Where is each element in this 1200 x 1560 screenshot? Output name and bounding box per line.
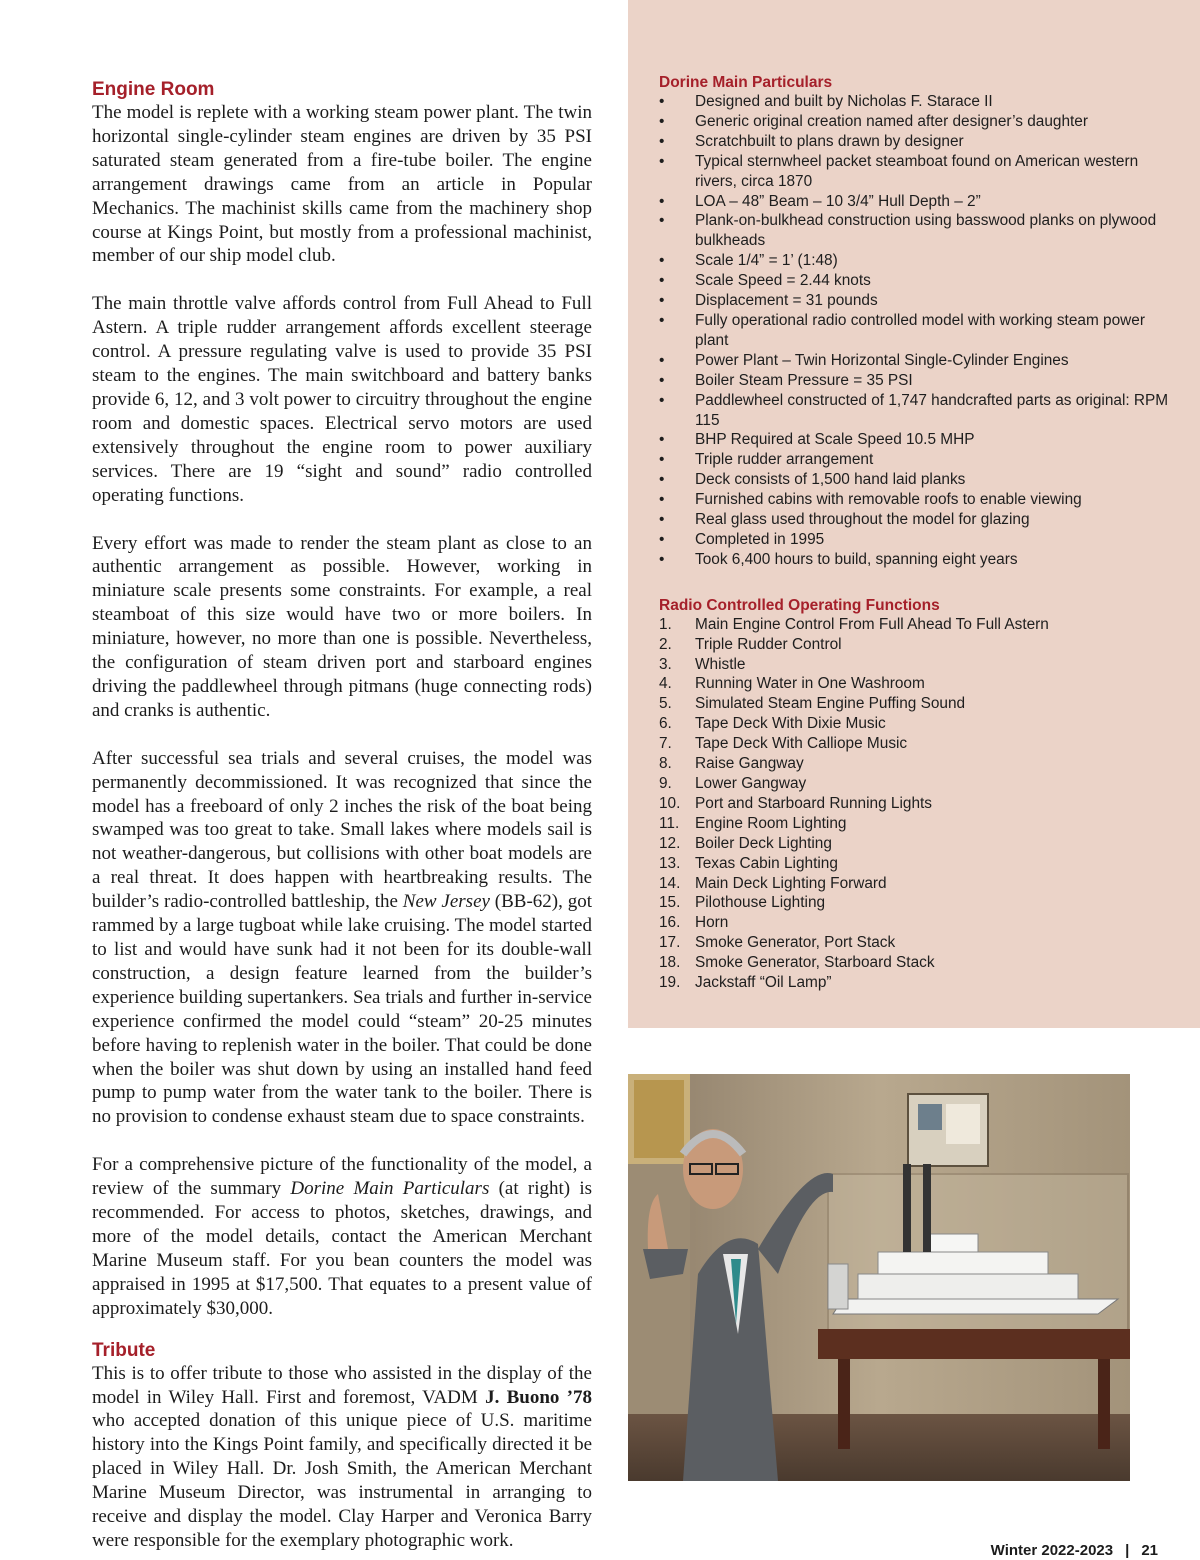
bullet-marker: • [659, 391, 665, 409]
function-item [659, 694, 1179, 714]
function-number: 3. [659, 655, 672, 673]
particulars-item [659, 371, 1179, 391]
bullet-marker: • [659, 112, 665, 130]
function-item-text: Smoke Generator, Port Stack [695, 934, 896, 952]
functions-heading: Radio Controlled Operating Functions [659, 596, 940, 614]
bullet-marker: • [659, 292, 665, 310]
particulars-item-text: Scale 1/4” = 1’ (1:48) [695, 252, 838, 270]
particulars-item [659, 430, 1179, 450]
bullet-marker: • [659, 212, 665, 230]
function-item [659, 674, 1179, 694]
function-item [659, 814, 1179, 834]
function-item [659, 933, 1179, 953]
functions-list [659, 615, 1179, 993]
function-number: 9. [659, 775, 672, 792]
bullet-marker: • [659, 451, 665, 469]
function-item-text: Boiler Deck Lighting [695, 834, 832, 852]
function-number: 14. [659, 874, 681, 892]
bullet-marker: • [659, 431, 665, 449]
name-bold: J. Buono ’78 [485, 1386, 592, 1408]
function-item-text: Tape Deck With Dixie Music [695, 715, 886, 733]
function-number: 11. [659, 814, 680, 832]
sidebar-reference-italic: Dorine Main Particulars [290, 1178, 490, 1200]
particulars-item [659, 311, 1179, 351]
particulars-sidebar [628, 0, 1200, 1028]
function-number: 5. [659, 695, 672, 713]
bullet-marker: • [659, 530, 665, 548]
bullet-marker: • [659, 272, 665, 290]
function-item-text: Pilothouse Lighting [695, 894, 826, 912]
bullet-marker: • [659, 550, 665, 568]
bullet-marker: • [659, 351, 665, 369]
tribute-heading: Tribute [92, 1339, 156, 1361]
function-item-text: Jackstaff “Oil Lamp” [695, 974, 832, 992]
function-item-text: Simulated Steam Engine Puffing Sound [695, 695, 966, 713]
article-column [92, 78, 592, 1553]
bullet-marker: • [659, 152, 665, 170]
particulars-item [659, 112, 1179, 132]
particulars-item [659, 192, 1179, 212]
function-item [659, 854, 1179, 874]
bullet-marker: • [659, 311, 665, 329]
text-run: After successful sea trials and several cruises, the model was permanently decommissioned. It was recognized that since the model has a freeboard of only 2 inches the risk of the boat being swamped was too great to take. Small lakes where models sail is not weather-dangerous, but collisions with other boat models are a real threat. It does happen with heartbreaking results. The builder’s radio-controlled battleship, the [92, 747, 592, 913]
particulars-item-text: Power Plant – Twin Horizontal Single-Cylinder Engines [695, 351, 1069, 369]
function-item [659, 734, 1179, 754]
particulars-item [659, 291, 1179, 311]
particulars-item-text: Boiler Steam Pressure = 35 PSI [695, 371, 913, 389]
particulars-item [659, 470, 1179, 490]
function-number: 12. [659, 834, 681, 852]
particulars-item-text: Paddlewheel constructed of 1,747 handcrafted parts as original: RPM 115 [695, 391, 1169, 429]
particulars-item-text: Completed in 1995 [695, 530, 825, 548]
paragraph [92, 1362, 592, 1553]
particulars-heading: Dorine Main Particulars [659, 74, 833, 91]
bullet-marker: • [659, 371, 665, 389]
particulars-item [659, 152, 1179, 192]
engine-room-heading: Engine Room [92, 79, 215, 100]
particulars-item [659, 391, 1179, 431]
particulars-item-text: Real glass used throughout the model for glazing [695, 511, 1030, 529]
function-item-text: Tape Deck With Calliope Music [695, 735, 908, 753]
function-item-text: Texas Cabin Lighting [695, 854, 838, 872]
text-run: (BB-62), got rammed by a large tugboat while lake cruising. The model started to list and would have sunk had it not been for its double-wall construction, a design feature learned from the builder’s experience building supertankers. Sea trials and further in-service experience confirmed the model could “steam” 20-25 minutes before having to replenish water in the boiler. That could be done when the boiler was shut down by using an installed hand feed pump to pump water from the water tank to the boiler. There is no provision to condense exhaust steam due to space constraints. [92, 891, 592, 1128]
particulars-item [659, 490, 1179, 510]
text-run: (at right) is recommended. For access to photos, sketches, drawings, and more of the model details, contact the American Merchant Marine Museum staff. For you bean counters the model was appraised in 1995 at $17,500. That equates to a present value of approximately $30,000. [92, 1178, 592, 1319]
bullet-marker: • [659, 252, 665, 270]
issue-label: Winter 2022-2023 [990, 1542, 1114, 1559]
function-item [659, 953, 1179, 973]
function-number: 13. [659, 854, 681, 872]
particulars-item-text: BHP Required at Scale Speed 10.5 MHP [695, 431, 975, 449]
paragraph [92, 1153, 592, 1320]
function-item [659, 913, 1179, 933]
function-number: 1. [659, 615, 672, 633]
footer-separator: | [1125, 1542, 1130, 1559]
function-item [659, 754, 1179, 774]
function-item-text: Running Water in One Washroom [695, 675, 925, 693]
function-number: 18. [659, 954, 681, 972]
particulars-item-text: Displacement = 31 pounds [695, 292, 878, 310]
function-item-text: Smoke Generator, Starboard Stack [695, 954, 935, 972]
particulars-item-text: Typical sternwheel packet steamboat found on American western rivers, circa 1870 [695, 152, 1139, 190]
paragraph: Every effort was made to render the steam plant as close to an authentic arrangement as possible. However, working in miniature scale presents some constraints. For example, a real steamboat of this size would have two or more boilers. In miniature, however, no more than one is possible. Nevertheless, the configuration of steam driven port and starboard engines driving the paddlewheel through pitmans (huge connecting rods) and cranks is authentic. [92, 532, 592, 721]
paragraph [92, 747, 592, 1130]
particulars-list [659, 92, 1179, 570]
particulars-item [659, 351, 1179, 371]
particulars-item [659, 132, 1179, 152]
bullet-marker: • [659, 511, 665, 529]
text-run: For a comprehensive picture of the functionality of the model, a review of the summary [92, 1154, 592, 1200]
function-number: 4. [659, 675, 672, 693]
particulars-item-text: Deck consists of 1,500 hand laid planks [695, 471, 966, 489]
bullet-marker: • [659, 491, 665, 509]
particulars-item-text: Plank-on-bulkhead construction using basswood planks on plywood bulkheads [695, 212, 1157, 250]
function-item-text: Engine Room Lighting [695, 814, 847, 832]
particulars-item-text: LOA – 48” Beam – 10 3/4” Hull Depth – 2” [695, 192, 981, 210]
particulars-item [659, 251, 1179, 271]
function-number: 19. [659, 974, 681, 992]
bullet-marker: • [659, 93, 665, 110]
paragraph: The main throttle valve affords control from Full Ahead to Full Astern. A triple rudder arrangement affords excellent steerage control. A pressure regulating valve is used to provide 35 PSI steam to the engines. The main switchboard and battery banks provide 6, 12, and 3 volt power to circuitry throughout the engine room and domestic spaces. Electrical servo motors are used extensively throughout the engine room to power auxiliary services. There are 19 “sight and sound” radio controlled operating functions. [92, 293, 592, 506]
function-item-text: Triple Rudder Control [695, 635, 842, 653]
function-number: 2. [659, 635, 672, 653]
function-item-text: Lower Gangway [695, 775, 807, 792]
function-number: 16. [659, 914, 681, 932]
particulars-item [659, 450, 1179, 470]
function-number: 6. [659, 715, 672, 733]
ship-name-italic: New Jersey [402, 891, 490, 913]
particulars-item-text: Triple rudder arrangement [695, 451, 874, 469]
function-item [659, 655, 1179, 675]
particulars-item [659, 271, 1179, 291]
function-item [659, 834, 1179, 854]
paragraph: The model is replete with a working steam power plant. The twin horizontal single-cylinder steam engines are driven by 35 PSI saturated steam generated from a fire-tube boiler. The engine arrangement drawings came from an article in Popular Mechanics. The machinist skills came from the machinery shop course at Kings Point, but mostly from a professional machinist, member of our ship model club. [92, 102, 592, 267]
function-item [659, 615, 1179, 635]
function-item-text: Whistle [695, 655, 746, 673]
particulars-item-text: Generic original creation named after designer’s daughter [695, 112, 1088, 130]
function-item [659, 714, 1179, 734]
photo-illustration [628, 1074, 1130, 1481]
text-run: This is to offer tribute to those who assisted in the display of the model in Wiley Hall. First and foremost, VADM [92, 1362, 592, 1408]
bullet-marker: • [659, 471, 665, 489]
particulars-item-text: Fully operational radio controlled model with working steam power plant [695, 311, 1145, 349]
text-run: who accepted donation of this unique piece of U.S. maritime history into the Kings Point family, and specifically directed it be placed in Wiley Hall. Dr. Josh Smith, the American Merchant Marine Museum Director, was instrumental in arranging to receive and display the model. Clay Harper and Veronica Barry were responsible for the exemplary photographic work. [92, 1410, 592, 1551]
page-footer [991, 1542, 1158, 1560]
page-number: 21 [1141, 1542, 1158, 1559]
particulars-item [659, 92, 1179, 112]
particulars-item-text: Took 6,400 hours to build, spanning eight years [695, 550, 1018, 568]
bullet-marker: • [659, 132, 665, 150]
function-item-text: Raise Gangway [695, 755, 804, 773]
particulars-item [659, 530, 1179, 550]
particulars-item [659, 510, 1179, 530]
function-number: 10. [659, 794, 681, 812]
function-item [659, 794, 1179, 814]
model-photo [628, 1074, 1130, 1481]
particulars-item [659, 211, 1179, 251]
function-item-text: Port and Starboard Running Lights [695, 794, 932, 812]
particulars-item [659, 550, 1179, 570]
function-item-text: Main Engine Control From Full Ahead To Full Astern [695, 615, 1049, 633]
particulars-item-text: Scale Speed = 2.44 knots [695, 272, 871, 290]
function-item [659, 973, 1179, 993]
function-item [659, 635, 1179, 655]
function-item [659, 874, 1179, 894]
particulars-item-text: Designed and built by Nicholas F. Starace II [695, 93, 993, 110]
particulars-item-text: Furnished cabins with removable roofs to enable viewing [695, 491, 1082, 509]
function-number: 8. [659, 755, 672, 773]
function-number: 17. [659, 934, 681, 952]
function-number: 7. [659, 735, 672, 753]
function-number: 15. [659, 894, 681, 912]
function-item-text: Horn [695, 914, 729, 932]
particulars-item-text: Scratchbuilt to plans drawn by designer [695, 132, 964, 150]
function-item-text: Main Deck Lighting Forward [695, 874, 887, 892]
function-item [659, 774, 1179, 794]
bullet-marker: • [659, 192, 665, 210]
function-item [659, 893, 1179, 913]
